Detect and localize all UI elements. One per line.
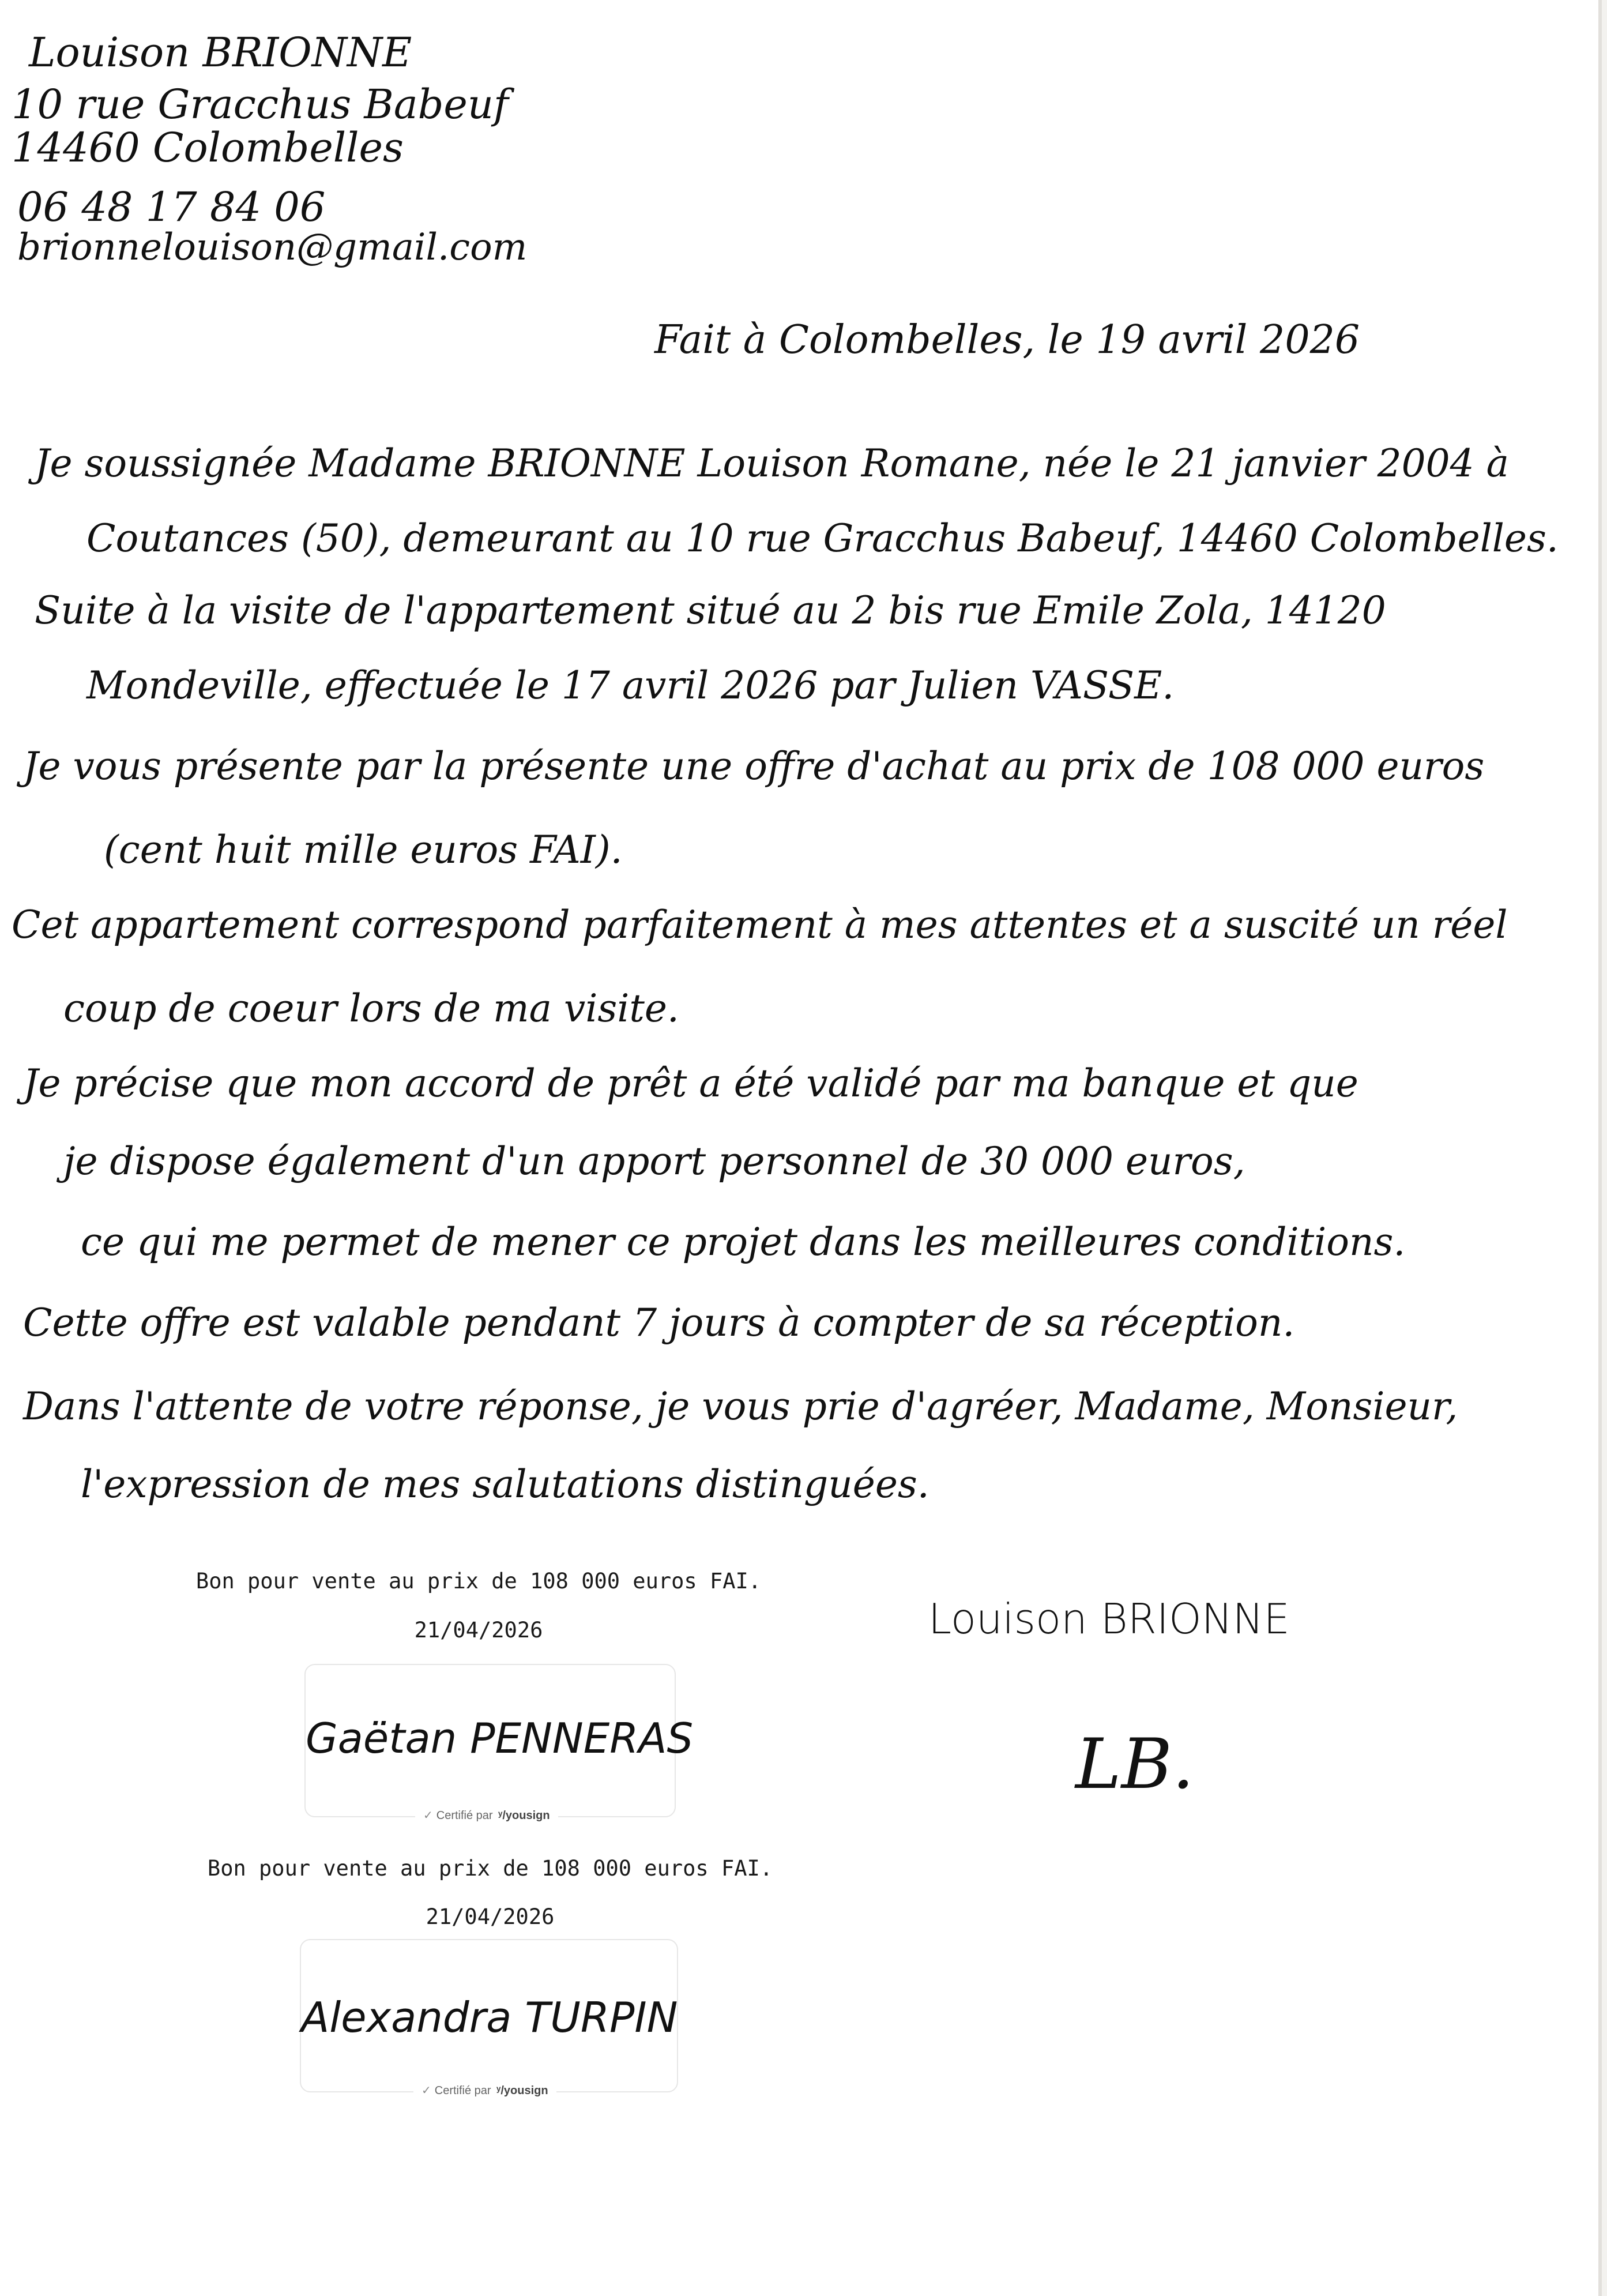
seller1-signature: Gaëtan PENNERAS (306, 1714, 694, 1763)
body-line: (cent huit mille euros FAI). (104, 828, 623, 872)
check-icon: ✓ (423, 1809, 433, 1822)
body-line: ce qui me permet de mener ce projet dans les meilleures conditions. (81, 1220, 1406, 1264)
body-line: Suite à la visite de l'appartement situé au 2 bis rue Emile Zola, 14120 (35, 588, 1386, 633)
body-line: Mondeville, effectuée le 17 avril 2026 par Julien VASSE. (86, 663, 1175, 708)
sender-email: brionnelouison@gmail.com (17, 226, 528, 269)
body-line: Cet appartement correspond parfaitement à mes attentes et a suscité un réel (12, 903, 1508, 947)
seller2-certified-badge (413, 2083, 556, 2098)
seller2-mention: Bon pour vente au prix de 108 000 euros FAI. (207, 1856, 773, 1881)
place-date: Fait à Colombelles, le 19 avril 2026 (654, 317, 1360, 363)
body-line: Coutances (50), demeurant au 10 rue Gracchus Babeuf, 14460 Colombelles. (86, 516, 1559, 561)
sender-street: 10 rue Gracchus Babeuf (12, 81, 509, 128)
seller2-date: 21/04/2026 (426, 1904, 555, 1929)
seller1-date: 21/04/2026 (414, 1618, 543, 1643)
seller2-signature-box (300, 1939, 678, 2097)
certified-label: Certifié par (436, 1809, 493, 1822)
certified-label: Certifié par (434, 2084, 491, 2097)
yousign-logo: ʸ/yousign (498, 1809, 550, 1822)
body-line: Je vous présente par la présente une offre d'achat au prix de 108 000 euros (23, 744, 1485, 788)
yousign-mark-icon: ʸ/ (498, 1809, 506, 1822)
sender-phone: 06 48 17 84 06 (17, 183, 326, 231)
seller1-mention: Bon pour vente au prix de 108 000 euros FAI. (195, 1569, 762, 1594)
yousign-mark-icon: ʸ/ (496, 2084, 504, 2097)
buyer-initials-signature: LB. (1075, 1724, 1195, 1805)
body-line: l'expression de mes salutations distinguées. (81, 1462, 929, 1506)
body-line: Je précise que mon accord de prêt a été validé par ma banque et que (23, 1061, 1358, 1106)
seller2-signature: Alexandra TURPIN (301, 1993, 678, 2042)
sender-city: 14460 Colombelles (12, 124, 404, 171)
body-line: Dans l'attente de votre réponse, je vous prie d'agréer, Madame, Monsieur, (23, 1384, 1458, 1429)
buyer-signature-name: Louison BRIONNE (928, 1595, 1290, 1643)
body-line: je dispose également d'un apport personnel de 30 000 euros, (63, 1139, 1245, 1183)
seller1-certified-badge (415, 1808, 558, 1822)
body-line: Cette offre est valable pendant 7 jours à compter de sa réception. (23, 1301, 1295, 1345)
body-line: Je soussignée Madame BRIONNE Louison Romane, née le 21 janvier 2004 à (35, 441, 1509, 486)
check-icon: ✓ (421, 2084, 431, 2097)
body-line: coup de coeur lors de ma visite. (63, 986, 679, 1031)
sender-name: Louison BRIONNE (29, 29, 412, 76)
yousign-logo: ʸ/yousign (496, 2084, 548, 2097)
seller1-signature-box (304, 1664, 694, 1822)
